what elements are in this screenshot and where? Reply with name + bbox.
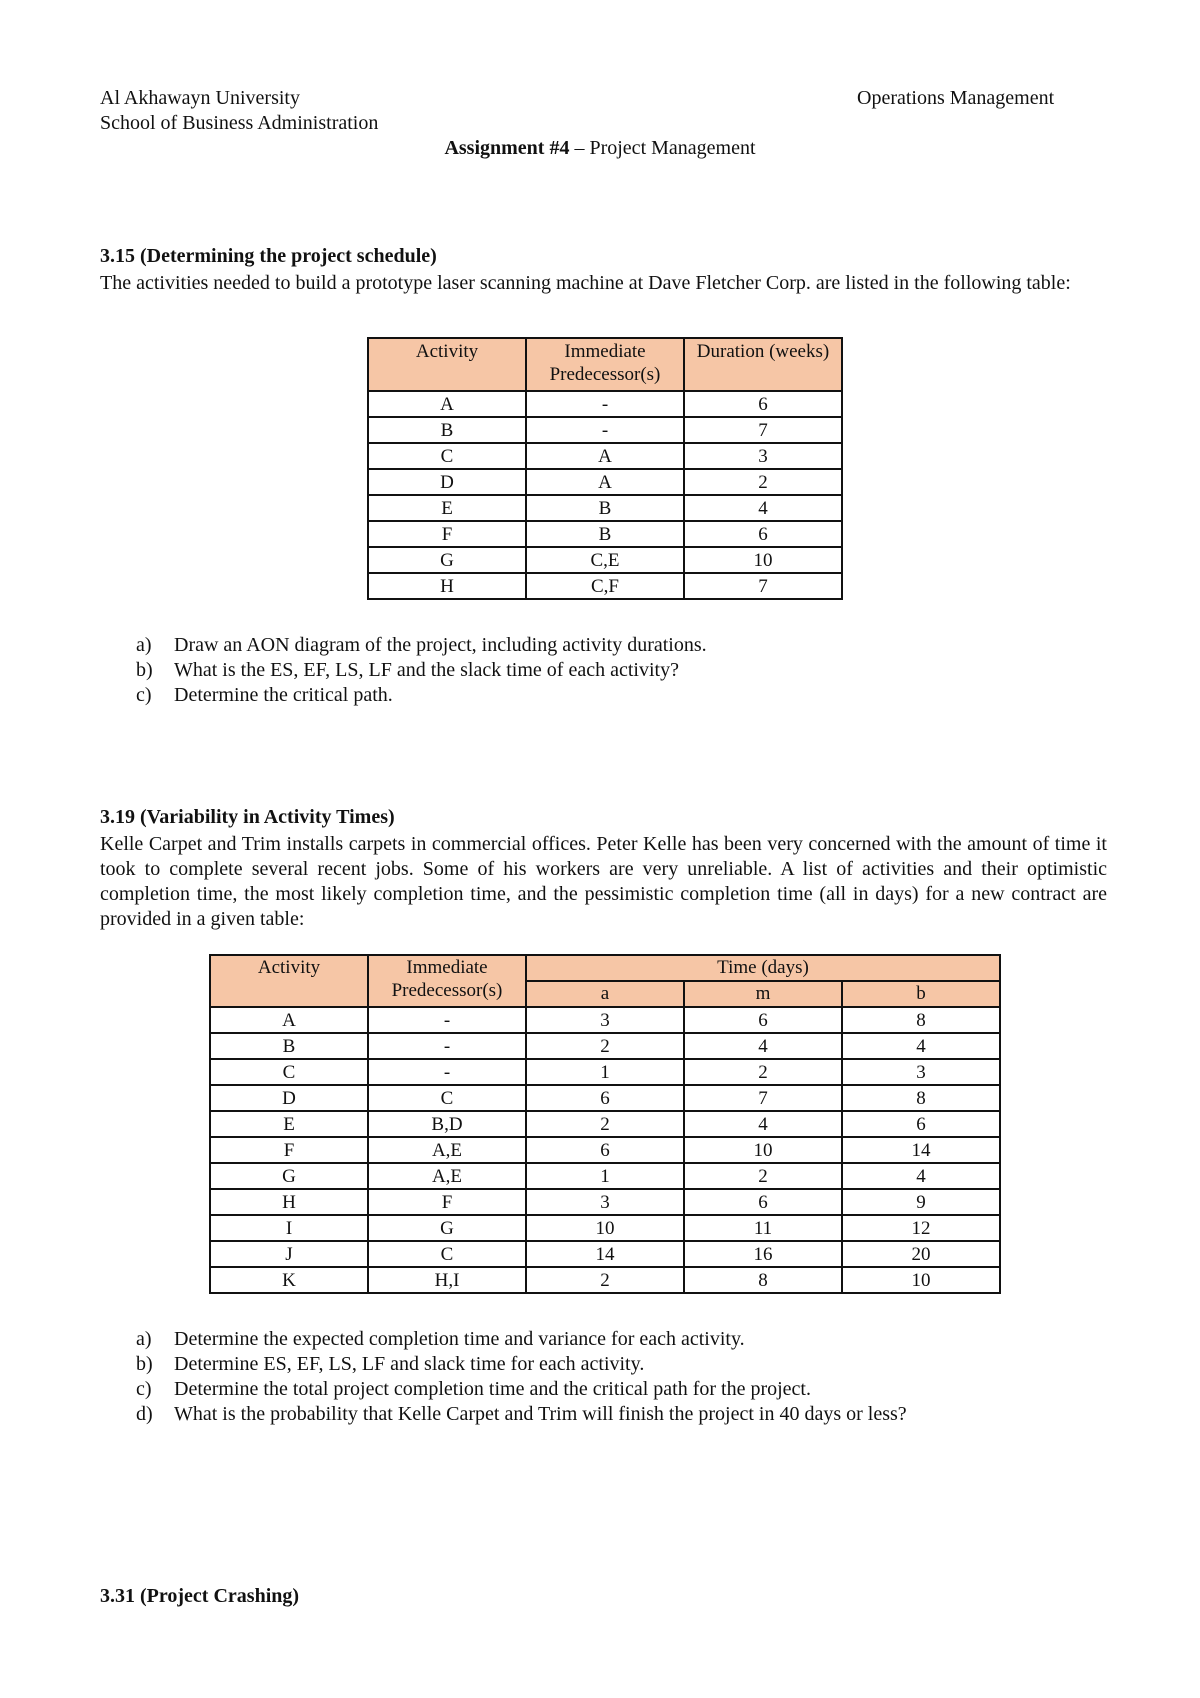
table-row (210, 1007, 1000, 1033)
question-letter: c) (136, 1378, 152, 1400)
cell-activity: C (368, 443, 526, 469)
cell-b: 3 (842, 1059, 1000, 1085)
cell-a: 1 (526, 1163, 684, 1189)
list-item (136, 658, 707, 683)
header-most-likely-m: m (684, 981, 842, 1007)
table-row (210, 1189, 1000, 1215)
cell-activity: K (210, 1267, 368, 1293)
cell-predecessor: C (368, 1241, 526, 1267)
cell-activity: D (210, 1085, 368, 1111)
cell-activity: H (368, 573, 526, 599)
cell-predecessor: - (526, 391, 684, 417)
cell-activity: F (210, 1137, 368, 1163)
cell-activity: I (210, 1215, 368, 1241)
cell-activity: C (210, 1059, 368, 1085)
question-letter: d) (136, 1403, 153, 1425)
activity-table-3-15 (367, 337, 843, 600)
table-row (210, 1085, 1000, 1111)
question-text: Determine ES, EF, LS, LF and slack time for each activity. (174, 1353, 645, 1375)
table-header-row (210, 955, 1000, 981)
cell-activity: G (210, 1163, 368, 1189)
cell-predecessor: A,E (368, 1137, 526, 1163)
question-text: Determine the critical path. (174, 684, 393, 706)
cell-predecessor: G (368, 1215, 526, 1241)
question-text: Draw an AON diagram of the project, including activity durations. (174, 634, 707, 656)
cell-b: 8 (842, 1085, 1000, 1111)
cell-predecessor: A (526, 469, 684, 495)
cell-activity: G (368, 547, 526, 573)
cell-activity: H (210, 1189, 368, 1215)
cell-predecessor: - (368, 1059, 526, 1085)
cell-b: 20 (842, 1241, 1000, 1267)
section-heading-3-19: 3.19 (Variability in Activity Times) (100, 806, 395, 828)
cell-predecessor: A,E (368, 1163, 526, 1189)
question-list-3-15 (136, 633, 707, 708)
cell-a: 10 (526, 1215, 684, 1241)
cell-activity: A (210, 1007, 368, 1033)
table-row (210, 1033, 1000, 1059)
list-item (136, 683, 707, 708)
cell-b: 9 (842, 1189, 1000, 1215)
cell-b: 4 (842, 1163, 1000, 1189)
header-optimistic-a: a (526, 981, 684, 1007)
table-row (368, 521, 842, 547)
cell-activity: B (368, 417, 526, 443)
activity-table-3-19 (209, 954, 1001, 1294)
cell-predecessor: B,D (368, 1111, 526, 1137)
university-name: Al Akhawayn University (100, 87, 300, 109)
table-row (210, 1215, 1000, 1241)
cell-activity: F (368, 521, 526, 547)
list-item (136, 1352, 907, 1377)
course-name: Operations Management (857, 87, 1055, 109)
table-row (368, 469, 842, 495)
cell-predecessor: A (526, 443, 684, 469)
list-item (136, 1377, 907, 1402)
cell-predecessor: H,I (368, 1267, 526, 1293)
header-predecessor: Immediate Predecessor(s) (368, 955, 526, 1007)
section-intro-3-19: Kelle Carpet and Trim installs carpets in commercial offices. Peter Kelle has been very concerned with the amount of time it took to complete several recent jobs. Some of his workers are very unreliable. A list of activities and their optimistic completion time, the most likely completion time, and the pessimistic completion time (all in days) for a new contract are provided in a given table: (100, 833, 1107, 930)
cell-b: 8 (842, 1007, 1000, 1033)
assignment-number: Assignment #4 (444, 137, 570, 159)
cell-a: 14 (526, 1241, 684, 1267)
cell-predecessor: C,E (526, 547, 684, 573)
assignment-title (0, 136, 1200, 161)
question-letter: b) (136, 1353, 153, 1375)
cell-b: 10 (842, 1267, 1000, 1293)
cell-m: 11 (684, 1215, 842, 1241)
cell-m: 6 (684, 1007, 842, 1033)
question-letter: a) (136, 1328, 152, 1350)
header-pessimistic-b: b (842, 981, 1000, 1007)
question-text: Determine the expected completion time and variance for each activity. (174, 1328, 745, 1350)
cell-a: 2 (526, 1111, 684, 1137)
table-row (368, 417, 842, 443)
cell-predecessor: - (526, 417, 684, 443)
cell-duration: 2 (684, 469, 842, 495)
table-row (210, 1111, 1000, 1137)
section-heading-3-31: 3.31 (Project Crashing) (100, 1585, 300, 1607)
cell-activity: E (210, 1111, 368, 1137)
list-item (136, 1327, 907, 1352)
list-item (136, 1402, 907, 1427)
cell-a: 2 (526, 1033, 684, 1059)
cell-a: 3 (526, 1007, 684, 1033)
cell-m: 4 (684, 1033, 842, 1059)
cell-predecessor: B (526, 521, 684, 547)
cell-m: 7 (684, 1085, 842, 1111)
table-row (368, 547, 842, 573)
header-time-days: Time (days) (526, 955, 1000, 981)
question-list-3-19 (136, 1327, 907, 1427)
cell-activity: J (210, 1241, 368, 1267)
cell-duration: 4 (684, 495, 842, 521)
cell-predecessor: C (368, 1085, 526, 1111)
question-letter: c) (136, 684, 152, 706)
cell-a: 6 (526, 1137, 684, 1163)
cell-a: 6 (526, 1085, 684, 1111)
cell-a: 1 (526, 1059, 684, 1085)
cell-duration: 7 (684, 417, 842, 443)
cell-m: 4 (684, 1111, 842, 1137)
cell-activity: E (368, 495, 526, 521)
cell-duration: 10 (684, 547, 842, 573)
cell-m: 2 (684, 1059, 842, 1085)
table-row (368, 495, 842, 521)
cell-b: 6 (842, 1111, 1000, 1137)
cell-activity: A (368, 391, 526, 417)
cell-predecessor: B (526, 495, 684, 521)
section-intro-3-15: The activities needed to build a prototype laser scanning machine at Dave Fletcher Corp. are listed in the following table: (100, 272, 1071, 294)
section-heading-3-15: 3.15 (Determining the project schedule) (100, 245, 437, 267)
table-row (210, 1137, 1000, 1163)
header-duration: Duration (weeks) (684, 338, 842, 391)
table-row (210, 1059, 1000, 1085)
table-row (210, 1163, 1000, 1189)
table-row (210, 1267, 1000, 1293)
question-text: Determine the total project completion time and the critical path for the project. (174, 1378, 811, 1400)
cell-activity: D (368, 469, 526, 495)
header-activity: Activity (210, 955, 368, 1007)
cell-predecessor: F (368, 1189, 526, 1215)
cell-b: 4 (842, 1033, 1000, 1059)
cell-predecessor: C,F (526, 573, 684, 599)
cell-m: 8 (684, 1267, 842, 1293)
list-item (136, 633, 707, 658)
table-row (210, 1241, 1000, 1267)
cell-a: 3 (526, 1189, 684, 1215)
cell-m: 2 (684, 1163, 842, 1189)
school-name: School of Business Administration (100, 112, 379, 134)
cell-duration: 3 (684, 443, 842, 469)
table-row (368, 443, 842, 469)
question-letter: b) (136, 659, 153, 681)
cell-duration: 7 (684, 573, 842, 599)
question-text: What is the probability that Kelle Carpet and Trim will finish the project in 40 days or less? (174, 1403, 907, 1425)
table-row (368, 573, 842, 599)
cell-activity: B (210, 1033, 368, 1059)
question-letter: a) (136, 634, 152, 656)
table-row (368, 391, 842, 417)
table-header-row (368, 338, 842, 391)
cell-predecessor: - (368, 1007, 526, 1033)
cell-b: 12 (842, 1215, 1000, 1241)
cell-duration: 6 (684, 391, 842, 417)
header-predecessor: Immediate Predecessor(s) (526, 338, 684, 391)
cell-duration: 6 (684, 521, 842, 547)
cell-m: 16 (684, 1241, 842, 1267)
cell-m: 10 (684, 1137, 842, 1163)
assignment-topic: – Project Management (569, 137, 756, 159)
cell-m: 6 (684, 1189, 842, 1215)
cell-predecessor: - (368, 1033, 526, 1059)
cell-a: 2 (526, 1267, 684, 1293)
cell-b: 14 (842, 1137, 1000, 1163)
header-activity: Activity (368, 338, 526, 391)
question-text: What is the ES, EF, LS, LF and the slack time of each activity? (174, 659, 679, 681)
